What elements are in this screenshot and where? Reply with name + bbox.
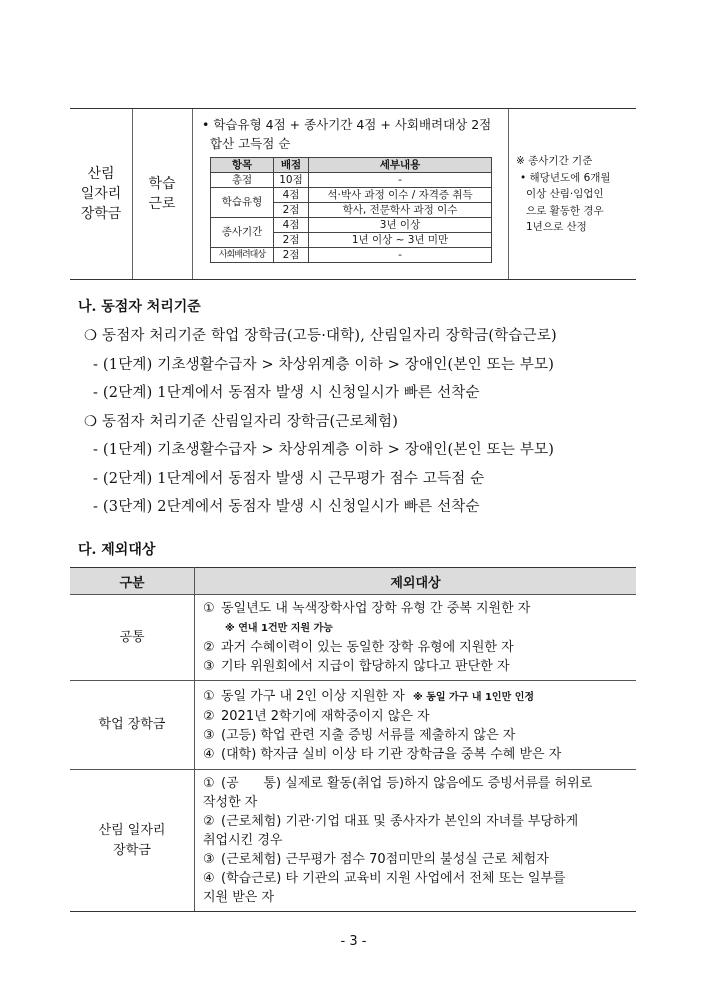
item-text-continued: 작성한 자 xyxy=(203,795,258,810)
note-line: ※ 종사기간 기준 xyxy=(516,155,593,167)
category-cell xyxy=(70,109,133,279)
item-text: (근로체험) 기관·기업 대표 및 종사자가 본인의 자녀를 부당하게 xyxy=(221,814,579,829)
criteria-lead xyxy=(202,115,502,153)
subtype-label: 학습 근로 xyxy=(148,176,176,212)
tiebreak-line: - (2단계) 1단계에서 동점자 발생 시 근무평가 점수 고득점 순 xyxy=(93,471,485,487)
item-text: (학습근로) 타 기관의 교육비 지원 사업에서 전체 또는 일부를 xyxy=(221,871,566,886)
tiebreak-line: ❍ 동점자 처리기준 산림일자리 장학금(근로체험) xyxy=(84,414,399,430)
table-row xyxy=(70,595,636,681)
row-items xyxy=(195,681,637,770)
row-score: 4점 xyxy=(274,188,309,203)
item-text-continued: 취업시킨 경우 xyxy=(203,833,283,848)
row-detail: 3년 이상 xyxy=(309,218,492,233)
note-line: 이상 산림·임업인 xyxy=(526,188,604,200)
header-score: 배점 xyxy=(274,158,309,173)
item-number: ① xyxy=(203,601,215,616)
row-score: 2점 xyxy=(274,203,309,218)
table-row xyxy=(211,188,492,203)
tiebreak-line: - (3단계) 2단계에서 동점자 발생 시 신청일시가 빠른 선착순 xyxy=(93,499,480,515)
item-text: 동일년도 내 녹색장학사업 장학 유형 간 중복 지원한 자 xyxy=(221,601,531,616)
subtype-cell xyxy=(132,109,193,279)
row-detail: 석·박사 과정 이수 / 자격증 취득 xyxy=(309,188,492,203)
item-number: ① xyxy=(203,776,215,791)
row-score: 2점 xyxy=(274,248,309,263)
item-number: ③ xyxy=(203,659,215,674)
item-text: (근로체험) 근무평가 점수 70점미만의 불성실 근로 체험자 xyxy=(221,852,549,867)
row-category: 공통 xyxy=(70,595,195,681)
item-text-continued: 지원 받은 자 xyxy=(203,890,275,905)
row-items xyxy=(195,770,637,912)
item-text: 동일 가구 내 2인 이상 지원한 자 xyxy=(221,688,405,704)
row-score: 4점 xyxy=(274,218,309,233)
item-number: ② xyxy=(203,708,215,724)
row-detail: - xyxy=(309,248,492,263)
tiebreak-line: ❍ 동점자 처리기준 학업 장학금(고등·대학), 산림일자리 장학금(학습근로) xyxy=(84,328,557,344)
row-items xyxy=(195,595,637,681)
row-label: 학습유형 xyxy=(211,188,274,218)
item-number: ④ xyxy=(203,746,215,762)
item-number: ③ xyxy=(203,727,215,743)
lead-line: 합산 고득점 순 xyxy=(210,136,291,151)
service-period-note xyxy=(516,153,634,236)
table-row xyxy=(211,173,492,188)
section-title-exclusions: 다. 제외대상 xyxy=(78,542,156,558)
row-label: 사회배려대상 xyxy=(211,248,274,263)
header-exclusion: 제외대상 xyxy=(195,568,637,595)
item-number: ④ xyxy=(203,871,215,886)
section-title-tiebreak: 나. 동점자 처리기준 xyxy=(78,299,201,315)
row-score: 10점 xyxy=(274,173,309,188)
row-label: 총점 xyxy=(211,173,274,188)
row-category: 산림 일자리 장학금 xyxy=(70,770,195,912)
row-detail: 학사, 전문학사 과정 이수 xyxy=(309,203,492,218)
item-number: ③ xyxy=(203,852,215,867)
item-note: ※ 연내 1건만 지원 가능 xyxy=(225,623,333,634)
tiebreak-line: - (1단계) 기초생활수급자 > 차상위계층 이하 > 장애인(본인 또는 부모) xyxy=(93,442,555,458)
header-item: 항목 xyxy=(211,158,274,173)
item-text: 기타 위원회에서 지급이 합당하지 않다고 판단한 자 xyxy=(221,659,510,674)
table-row xyxy=(211,218,492,233)
item-note: ※ 동일 가구 내 1인만 인정 xyxy=(413,691,535,703)
note-line: 으로 활동한 경우 xyxy=(526,204,604,217)
row-label: 종사기간 xyxy=(211,218,274,248)
table-row xyxy=(70,770,636,912)
note-line: 1년으로 산정 xyxy=(526,221,587,233)
item-text: 2021년 2학기에 재학중이지 않은 자 xyxy=(221,708,430,724)
tiebreak-line: - (1단계) 기초생활수급자 > 차상위계층 이하 > 장애인(본인 또는 부모) xyxy=(93,357,555,373)
criteria-cell xyxy=(192,109,509,279)
item-text: (대학) 학자금 실비 이상 타 기관 장학금을 중복 수혜 받은 자 xyxy=(221,746,562,762)
page-number: - 3 - xyxy=(340,934,367,949)
exclusion-table xyxy=(70,567,636,912)
note-cell xyxy=(508,109,636,279)
table-row xyxy=(70,681,636,770)
note-line: • 해당년도에 6개월 xyxy=(520,171,611,184)
scoring-table xyxy=(70,108,636,280)
row-score: 2점 xyxy=(274,233,309,248)
item-text: (고등) 학업 관련 지출 증빙 서류를 제출하지 않은 자 xyxy=(221,727,516,743)
score-detail-table xyxy=(210,157,492,263)
header-category: 구분 xyxy=(70,568,195,595)
lead-line: • 학습유형 4점 + 종사기간 4점 + 사회배려대상 2점 xyxy=(202,117,492,132)
item-number: ② xyxy=(203,814,215,829)
row-detail: - xyxy=(309,173,492,188)
table-row xyxy=(211,248,492,263)
item-number: ① xyxy=(203,688,215,704)
item-text: 과거 수혜이력이 있는 동일한 장학 유형에 지원한 자 xyxy=(221,640,514,655)
row-category: 학업 장학금 xyxy=(70,681,195,770)
tiebreak-line: - (2단계) 1단계에서 동점자 발생 시 신청일시가 빠른 선착순 xyxy=(93,385,480,401)
item-number: ② xyxy=(203,640,215,655)
item-text: (공 통) 실제로 활동(취업 등)하지 않음에도 증빙서류를 허위로 xyxy=(221,776,593,791)
category-label: 산림 일자리 장학금 xyxy=(80,166,122,222)
header-detail: 세부내용 xyxy=(309,158,492,173)
row-detail: 1년 이상 ~ 3년 미만 xyxy=(309,233,492,248)
